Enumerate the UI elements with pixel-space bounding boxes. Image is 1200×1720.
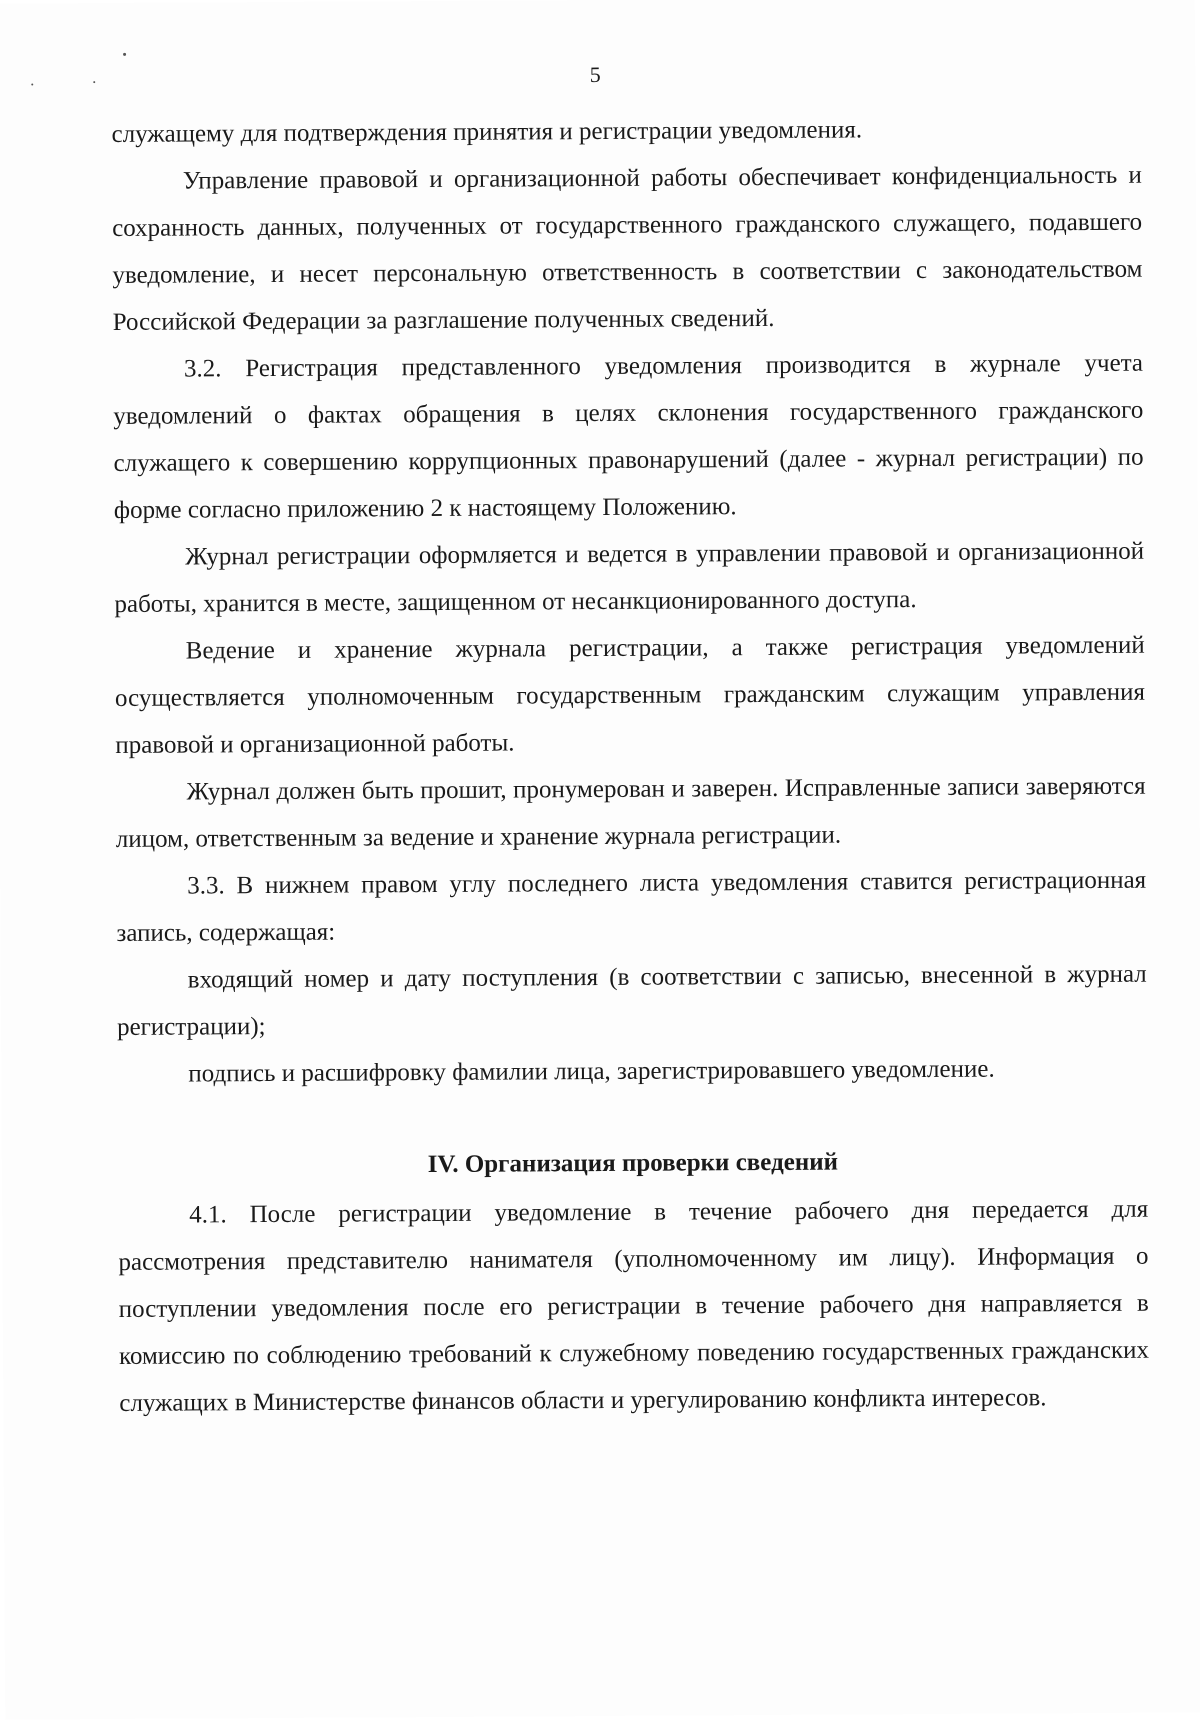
page-number: 5 — [589, 61, 601, 88]
scan-speck — [123, 53, 126, 56]
paragraph: служащему для подтверждения принятия и регистрации уведомления. — [111, 116, 863, 148]
paragraph: подпись и расшифровку фамилии лица, зарегистрировавшего уведомление. — [188, 1055, 995, 1088]
paragraph: Журнал регистрации оформляется и ведется в управлении правовой и организационной работы, хранится в месте, защищенном от несанкционированного доступа. — [114, 537, 1145, 618]
section-heading: IV. Организация проверки сведений — [427, 1148, 839, 1179]
paragraph: 3.3. В нижнем правом углу последнего листа уведомления ставится регистрационная запись, содержащая: — [116, 866, 1147, 947]
scan-speck — [93, 81, 95, 83]
paragraph: Управление правовой и организационной работы обеспечивает конфиденциальность и сохранность данных, полученных от государственного гражданского служащего, подавшего уведомление, и несет персональную ответственность в соответствии с законодательством Российской Федерации за разглашение полученных сведений. — [112, 161, 1143, 336]
scan-speck — [31, 83, 33, 85]
paragraph: 3.2. Регистрация представленного уведомления производится в журнале учета уведомлений о фактах обращения в целях склонения государственного гражданского служащего к совершению коррупционных правонарушений (далее - журнал регистрации) по форме согласно приложению 2 к настоящему Положению. — [113, 349, 1144, 524]
paragraph: Ведение и хранение журнала регистрации, а также регистрация уведомлений осуществляется уполномоченным государственным гражданским служащим управления правовой и организационной работы. — [114, 631, 1146, 759]
paragraph: 4.1. После регистрации уведомление в течение рабочего дня передается для рассмотрения представителю нанимателя (уполномоченному им лицу). Информация о поступлении уведомления после его регистрации в течение рабочего дня направляется в комиссию по соблюдению требований к служебному поведению государственных гражданских служащих в Министерстве финансов области и урегулированию конфликта интересов. — [118, 1195, 1150, 1417]
paragraph: входящий номер и дату поступления (в соответствии с записью, внесенной в журнал регистрации); — [116, 960, 1147, 1041]
document-body — [111, 105, 1149, 1427]
paragraph: Журнал должен быть прошит, пронумерован и заверен. Исправленные записи заверяются лицом, ответственным за ведение и хранение журнала регистрации. — [115, 772, 1146, 853]
